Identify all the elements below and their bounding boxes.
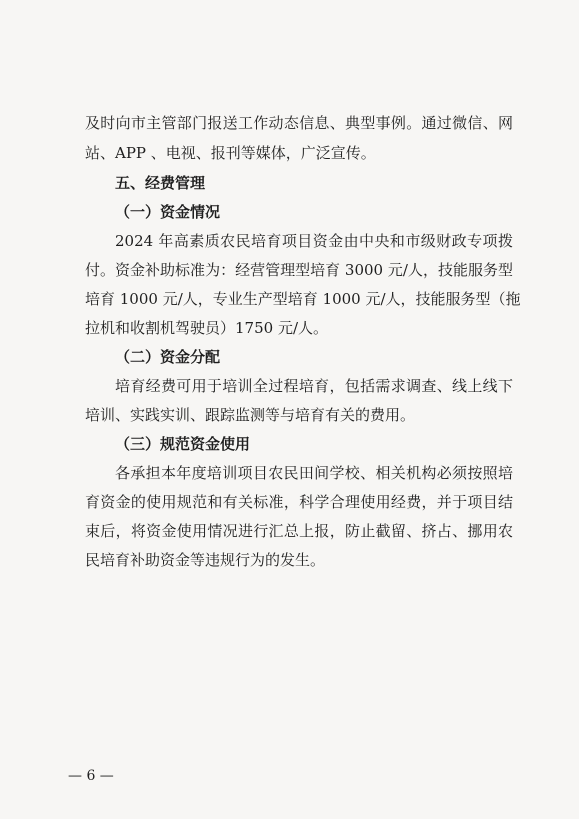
paragraph-line: 培训、实践实训、跟踪监测等与培育有关的费用。 — [85, 406, 416, 424]
section-heading: 五、经费管理 — [115, 174, 206, 192]
paragraph-line: 付。资金补助标准为：经营管理型培育 3000 元/人，技能服务型 — [85, 261, 513, 279]
paragraph-line: 各承担本年度培训项目农民田间学校、相关机构必须按照培 — [115, 464, 513, 482]
page-number: — 6 — — [68, 768, 114, 784]
paragraph-line: 束后，将资金使用情况进行汇总上报，防止截留、挤占、挪用农 — [85, 522, 513, 540]
paragraph-line: 拉机和收割机驾驶员）1750 元/人。 — [85, 319, 328, 337]
paragraph-line: 及时向市主管部门报送工作动态信息、典型事例。通过微信、网 — [85, 114, 513, 132]
paragraph-line: 民培育补助资金等违规行为的发生。 — [85, 551, 326, 569]
paragraph-line: 育资金的使用规范和有关标准，科学合理使用经费，并于项目结 — [85, 493, 513, 511]
paragraph-line: 2024 年高素质农民培育项目资金由中央和市级财政专项拨 — [115, 232, 513, 250]
subsection-heading: （一）资金情况 — [115, 203, 221, 221]
subsection-heading: （三）规范资金使用 — [115, 435, 251, 453]
paragraph-line: 培育 1000 元/人，专业生产型培育 1000 元/人，技能服务型（拖 — [85, 290, 521, 308]
paragraph-line: 培育经费可用于培训全过程培育，包括需求调查、线上线下 — [115, 377, 513, 395]
subsection-heading: （二）资金分配 — [115, 348, 221, 366]
paragraph-line: 站、APP 、电视、报刊等媒体，广泛宣传。 — [85, 144, 376, 162]
